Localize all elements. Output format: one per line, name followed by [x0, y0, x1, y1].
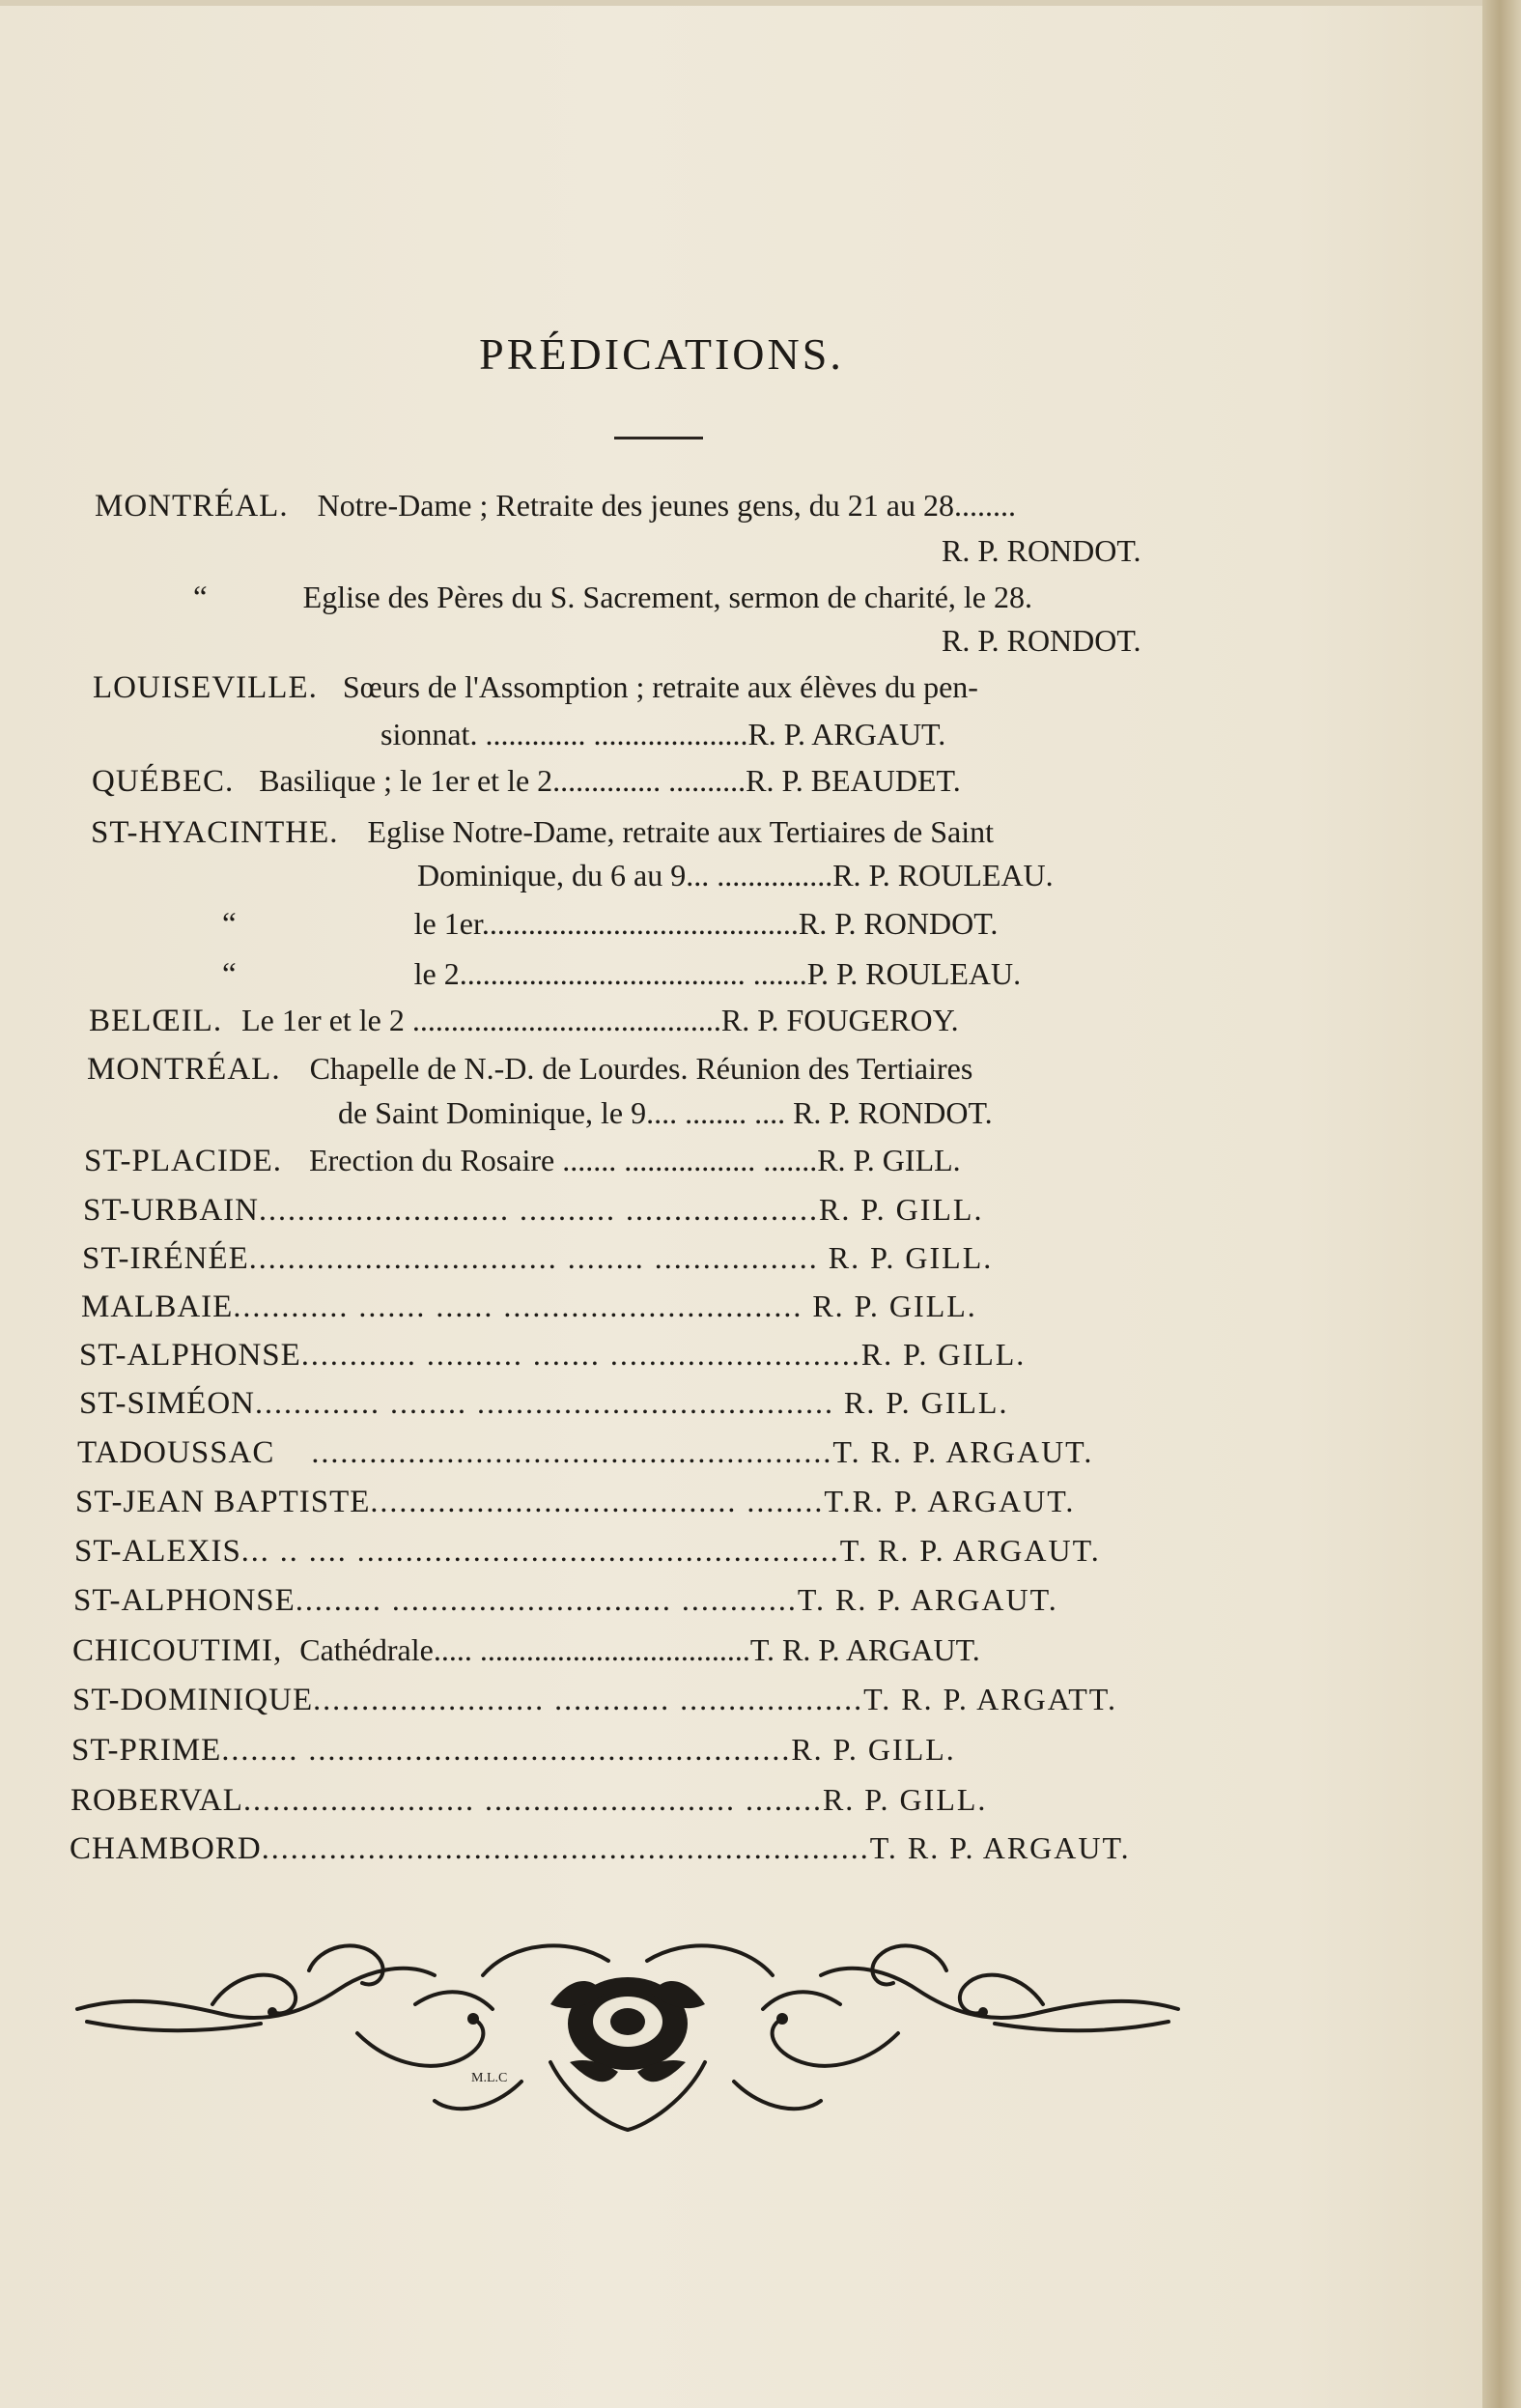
ornament-initials: M.L.C	[471, 2071, 508, 2085]
floral-ornament	[68, 1917, 1188, 2139]
ditto-mark: “	[222, 907, 238, 942]
entry-line	[222, 956, 1021, 993]
entry-text: ......... ............................. ............T. R. P. ARGAUT.	[295, 1582, 1058, 1617]
entry-text: le 2..................................... .......P. P. ROULEAU.	[413, 956, 1022, 991]
entry-place: TADOUSSAC	[77, 1435, 275, 1470]
entry-line	[380, 717, 945, 752]
entry-line	[87, 1051, 972, 1088]
entry-line	[942, 623, 1141, 659]
entry-place: ST-ALEXIS	[74, 1534, 241, 1569]
ditto-mark: “	[193, 581, 209, 615]
entry-text: ........................ .......................... ........R. P. GILL.	[242, 1782, 988, 1817]
entry-text: ...............................................................T. R. P. ARGAUT.	[261, 1830, 1131, 1865]
entry-text: Erection du Rosaire ....... ................. .......R. P. GILL.	[309, 1143, 961, 1177]
entry-text: Eglise Notre-Dame, retraite aux Tertiaires de Saint	[367, 814, 995, 849]
entry-line	[83, 1192, 983, 1229]
entry-text: ........ ..................................................R. P. GILL.	[221, 1732, 956, 1767]
page-title: PRÉDICATIONS.	[479, 329, 844, 379]
entry-text: Basilique ; le 1er et le 2.............. ..........R. P. BEAUDET.	[259, 763, 961, 798]
entry-text: le 1er.........................................R. P. RONDOT.	[413, 906, 999, 941]
entry-text: R. P. RONDOT.	[942, 623, 1141, 658]
entry-text: Notre-Dame ; Retraite des jeunes gens, du 21 au 28........	[317, 488, 1016, 523]
entry-text: Eglise des Pères du S. Sacrement, sermon de charité, le 28.	[302, 580, 1032, 614]
entry-text: R. P. RONDOT.	[942, 533, 1141, 568]
entry-text: Dominique, du 6 au 9... ...............R. P. ROULEAU.	[417, 858, 1054, 892]
entry-text: ............. ........ ..................................... R. P. GILL.	[254, 1385, 1009, 1420]
entry-text: ............ ....... ...... ............................... R. P. GILL.	[233, 1289, 977, 1323]
entry-place: ST-ALPHONSE	[73, 1583, 296, 1618]
entry-place: ST-DOMINIQUE	[72, 1683, 314, 1717]
entry-text: Chapelle de N.-D. de Lourdes. Réunion des Tertiaires	[309, 1051, 973, 1086]
entry-text: Sœurs de l'Assomption ; retraite aux élèves du pen-	[342, 669, 978, 704]
entry-place: ST-JEAN BAPTISTE	[75, 1485, 371, 1519]
entry-place: ST-SIMÉON	[79, 1386, 255, 1421]
entry-line	[193, 580, 1032, 616]
entry-line	[942, 533, 1141, 569]
entry-line	[79, 1385, 1008, 1422]
entry-place: LOUISEVILLE.	[93, 670, 318, 705]
entry-text: sionnat. ............. ....................R. P. ARGAUT.	[380, 717, 946, 751]
entry-place: QUÉBEC.	[92, 764, 235, 799]
entry-place: MONTRÉAL.	[87, 1052, 281, 1087]
entry-line	[222, 906, 998, 943]
entry-line	[91, 814, 994, 851]
ditto-mark: “	[222, 957, 238, 992]
entry-line	[70, 1782, 987, 1819]
entry-text: de Saint Dominique, le 9.... ........ .... R. P. RONDOT.	[338, 1095, 993, 1130]
entry-text: .......................... .......... ....................R. P. GILL.	[258, 1192, 984, 1227]
entry-place: ST-PRIME	[71, 1733, 222, 1768]
entry-place: CHAMBORD	[70, 1831, 262, 1866]
entry-line	[82, 1240, 993, 1277]
entry-place: ROBERVAL	[70, 1783, 243, 1818]
entry-line	[84, 1143, 961, 1179]
page-right-edge	[1482, 0, 1521, 2408]
entry-line	[75, 1484, 1075, 1520]
entry-line	[70, 1830, 1131, 1867]
entry-place: BELŒIL.	[89, 1004, 223, 1038]
entry-line	[417, 858, 1054, 893]
entry-place: ST-HYACINTHE.	[91, 815, 339, 850]
entry-place: ST-ALPHONSE	[79, 1338, 301, 1373]
entry-place: ST-URBAIN	[83, 1193, 259, 1228]
entry-text: ................................ ........ ................. R. P. GILL.	[248, 1240, 994, 1275]
title-rule	[614, 437, 703, 439]
entry-line	[93, 669, 978, 706]
entry-line	[92, 763, 961, 800]
entry-line	[95, 488, 1016, 524]
entry-text: ......................................................T. R. P. ARGAUT.	[311, 1434, 1094, 1469]
entry-place: ST-IRÉNÉE	[82, 1241, 249, 1276]
entry-text: Cathédrale..... ...................................T. R. P. ARGAUT.	[299, 1632, 980, 1667]
entry-line	[73, 1582, 1058, 1619]
entry-line	[338, 1095, 993, 1131]
entry-place: MONTRÉAL.	[95, 489, 289, 524]
entry-text: ...................................... ........T.R. P. ARGAUT.	[370, 1484, 1076, 1518]
entry-place: ST-PLACIDE.	[84, 1144, 283, 1178]
entry-line	[72, 1682, 1117, 1718]
entry-line	[71, 1732, 956, 1769]
entry-line	[72, 1632, 980, 1669]
entry-place: CHICOUTIMI,	[72, 1633, 283, 1668]
entry-text: Le 1er et le 2 ........................................R. P. FOUGEROY.	[241, 1003, 959, 1037]
entry-line	[79, 1337, 1026, 1374]
entry-text: ............ .......... ....... ..........................R. P. GILL.	[300, 1337, 1027, 1372]
entry-line	[89, 1003, 959, 1039]
entry-place: MALBAIE	[81, 1289, 234, 1324]
entry-line	[74, 1533, 1101, 1570]
page-top-edge	[0, 0, 1521, 6]
entry-text: ........................ ............ ...................T. R. P. ARGATT.	[313, 1682, 1117, 1716]
entry-text: ... .. .... ..................................................T. R. P. ARGAUT.	[240, 1533, 1101, 1568]
entry-line	[81, 1289, 977, 1325]
entry-line	[77, 1434, 1093, 1471]
